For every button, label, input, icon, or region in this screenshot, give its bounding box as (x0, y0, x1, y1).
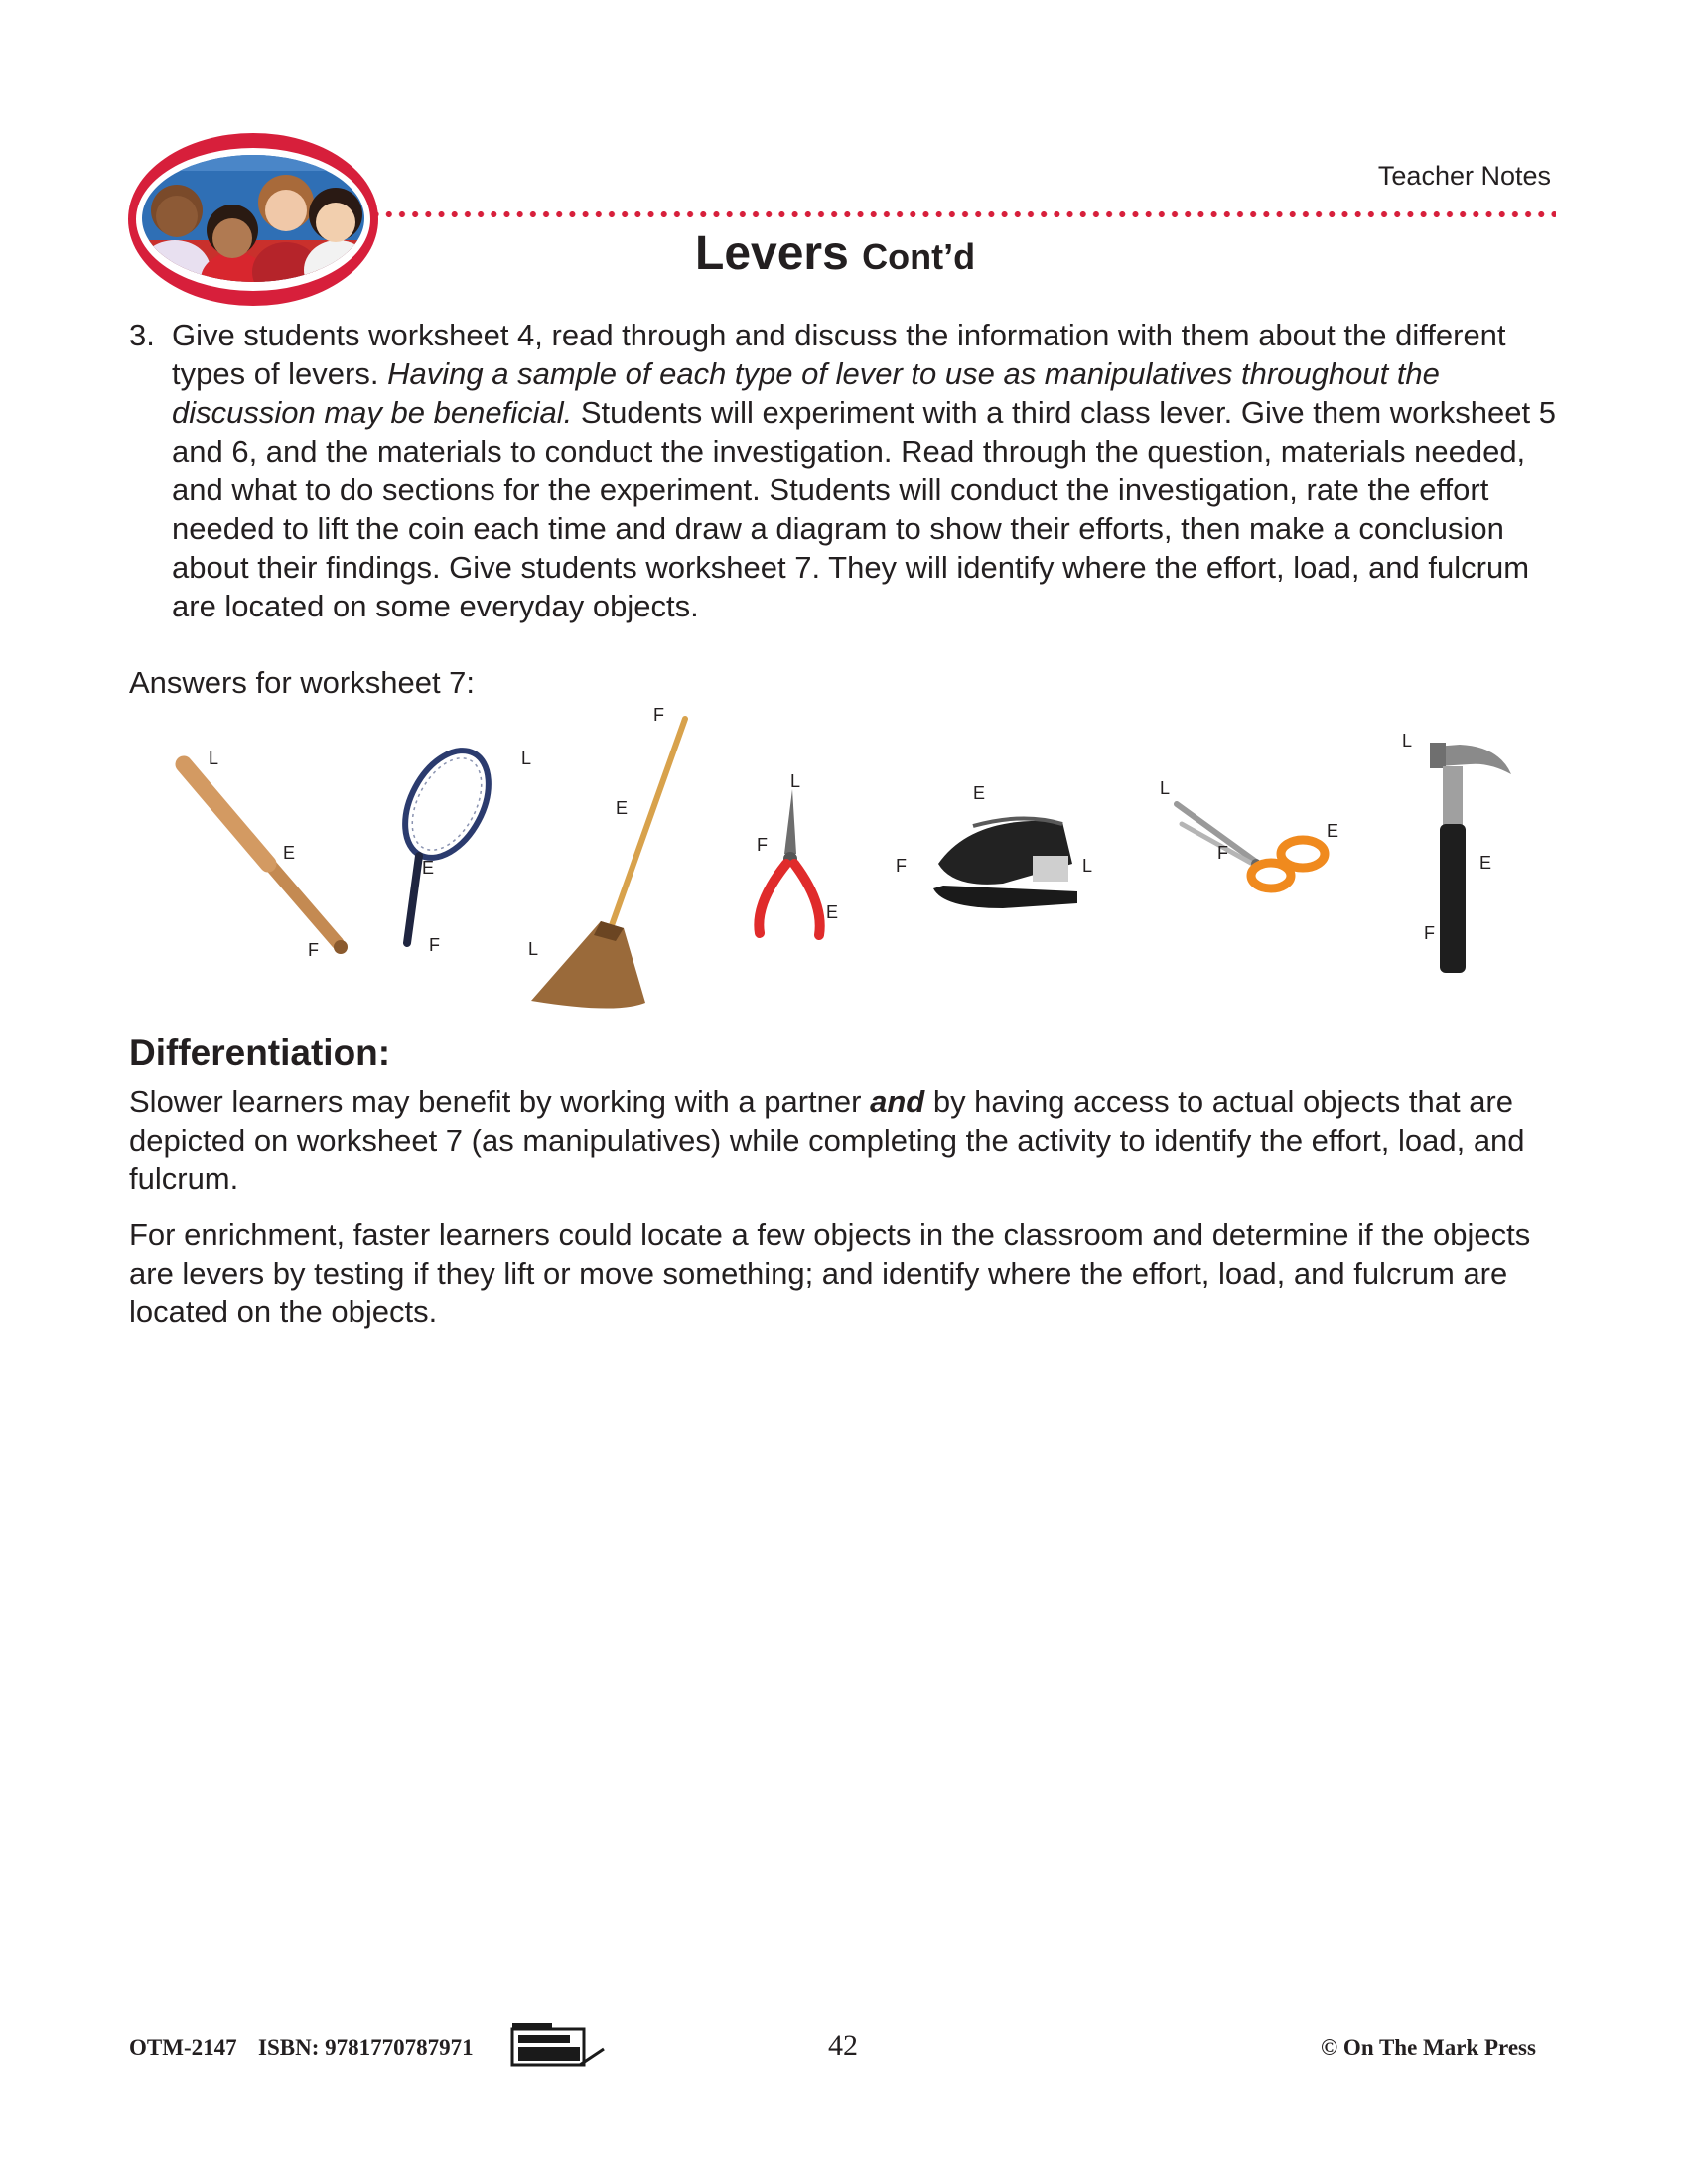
stapler-label-mid: F (896, 856, 907, 876)
footer-copyright: © On The Mark Press (1321, 2035, 1536, 2060)
racket-label-top: L (521, 749, 532, 768)
page-title-sub: Cont’d (862, 236, 976, 277)
step-3-text-a: Give students worksheet 4, read through and discuss the information with them about the different types of levers. (172, 318, 1506, 391)
bat-label-mid: E (283, 843, 296, 863)
header-photo (127, 131, 379, 308)
racket-label-mid: E (422, 858, 435, 878)
stapler-label-bottom: L (1082, 856, 1093, 876)
lever-objects-figure (149, 705, 1539, 1023)
tennis-racket-icon (388, 737, 505, 943)
hammer-label-top: L (1402, 731, 1413, 751)
page-number: 42 (828, 2029, 858, 2062)
publisher-logo-icon (510, 2021, 606, 2069)
step-3-text-b: Students will experiment with a third class lever. Give them worksheet 5 and 6, and the materials to conduct the investigation. Read through the question, materials needed, and what to do sections for the experiment. Students will conduct the investigation, rate the effort needed to lift the coin each time and draw a diagram to show their efforts, then make a conclusion about their findings. Give students worksheet 7. They will identify where the effort, load, and fulcrum are located on some everyday objects. (172, 395, 1556, 623)
diff-p1-text-b: by having access to actual objects that are depicted on worksheet 7 (as manipulatives) while completing the activity to identify the effort, load, and fulcrum. (129, 1084, 1525, 1196)
hammer-label-bottom: F (1424, 923, 1435, 943)
broom-label-top: F (653, 705, 664, 725)
differentiation-heading: Differentiation: (129, 1032, 391, 1073)
baseball-bat-icon (184, 764, 348, 954)
broom-label-bottom: L (528, 939, 539, 959)
broom-label-mid: E (616, 798, 629, 818)
broom-icon (531, 719, 685, 1009)
bat-label-bottom: F (308, 940, 319, 960)
hammer-label-mid: E (1479, 853, 1492, 873)
hammer-icon (1430, 743, 1511, 973)
racket-label-bottom: F (429, 935, 440, 955)
page-title (695, 226, 975, 281)
scissors-label-bottom: E (1327, 821, 1339, 841)
footer-product-code: OTM-2147 (129, 2035, 237, 2060)
pliers-label-mid: F (757, 835, 768, 855)
diff-p1-text-a: Slower learners may benefit by working with a partner (129, 1084, 862, 1119)
section-label: Teacher Notes (1377, 161, 1551, 191)
pliers-icon (759, 789, 819, 935)
answers-heading: Answers for worksheet 7: (129, 665, 476, 700)
differentiation-paragraph-1 (129, 1082, 1559, 1198)
pliers-label-top: L (790, 771, 801, 791)
stapler-label-top: E (973, 783, 986, 803)
footer-isbn: ISBN: 9781770787971 (258, 2035, 474, 2060)
step-3-paragraph (129, 316, 1559, 625)
step-number: 3. (129, 318, 155, 352)
scissors-label-top: L (1160, 778, 1171, 798)
diff-p1-emphasis: and (870, 1084, 925, 1119)
differentiation-paragraph-2: For enrichment, faster learners could locate a few objects in the classroom and determine if the objects are levers by testing if they lift or move something; and identify where the effort, load, and fulcrum are located on the objects. (129, 1217, 1531, 1329)
page-title-main: Levers (695, 227, 849, 280)
scissors-icon (1177, 804, 1325, 888)
dotted-divider (369, 210, 1556, 218)
bat-label-top: L (209, 749, 219, 768)
stapler-icon (933, 818, 1077, 908)
scissors-label-mid: F (1217, 843, 1228, 863)
step-3-text-italic: Having a sample of each type of lever to use as manipulatives throughout the discussion may be beneficial. (172, 356, 1440, 430)
pliers-label-bottom: E (826, 902, 839, 922)
